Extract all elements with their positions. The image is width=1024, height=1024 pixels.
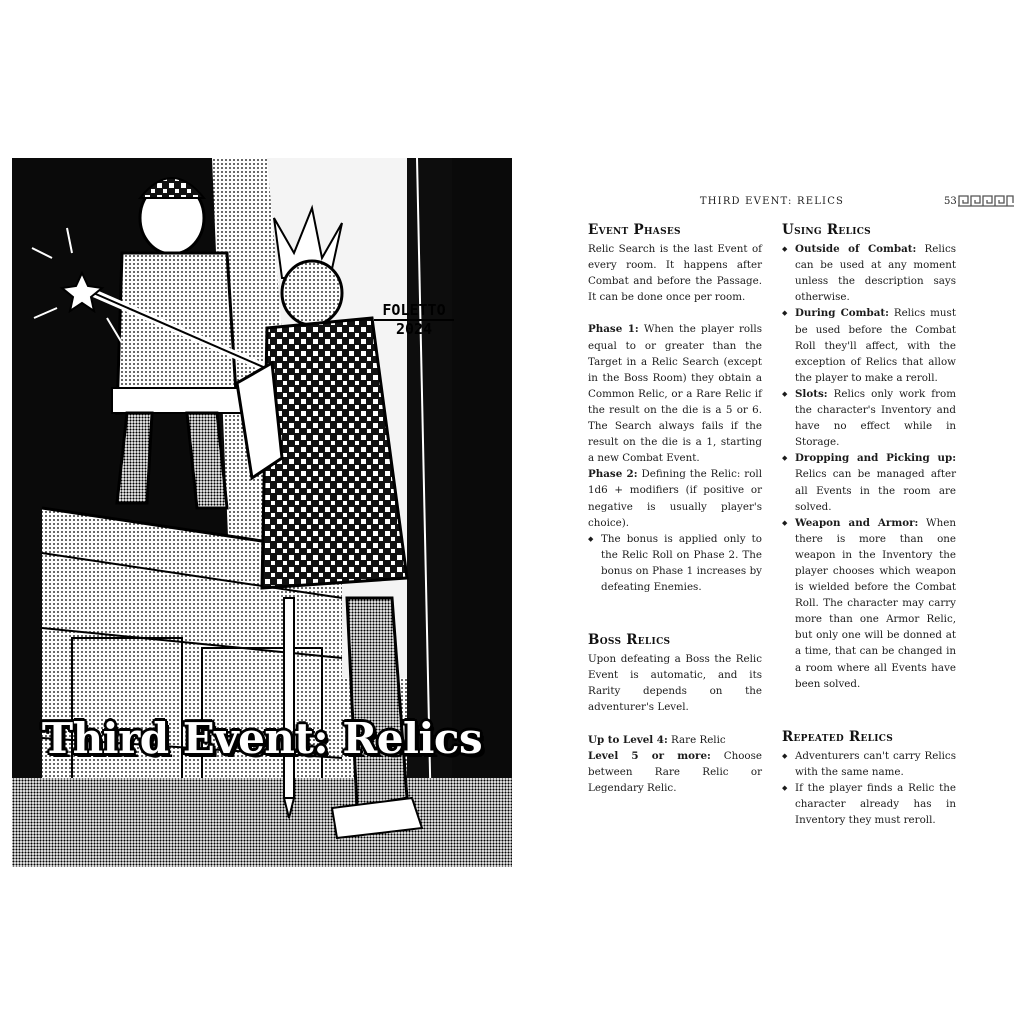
section-title-using-relics: Using Relics xyxy=(782,222,871,238)
boss-relics-intro: Upon defeating a Boss the Relic Event is automatic, and its Rarity depends on the adventurer's Level. xyxy=(588,653,762,714)
phase-2-paragraph xyxy=(588,466,762,530)
phase-notes-list xyxy=(588,531,762,595)
list-item xyxy=(782,450,956,514)
level-4-label: Up to Level 4: xyxy=(588,733,668,746)
phase-1-paragraph xyxy=(588,321,762,466)
section-title-event-phases: Event Phases xyxy=(588,222,681,238)
using-relics-list xyxy=(782,241,956,692)
item-text: Relics can be used at any moment unless the description says otherwise. xyxy=(795,243,957,304)
phase-1-label: Phase 1: xyxy=(588,323,639,336)
list-item xyxy=(782,241,956,305)
chapter-illustration xyxy=(12,158,512,867)
chapter-title: Third Event: Relics xyxy=(41,714,483,763)
signature-year: 2024 xyxy=(395,320,433,338)
list-item xyxy=(782,386,956,450)
boss-level-5-line xyxy=(588,748,762,796)
running-head: THIRD EVENT: RELICS xyxy=(699,196,845,207)
repeated-relics-list xyxy=(782,748,956,828)
signature-name: FOLETTO xyxy=(374,302,454,321)
artist-signature xyxy=(374,302,454,338)
event-phases-intro: Relic Search is the last Event of every room. It happens after Combat and before the Passage. It can be done once per room. xyxy=(588,243,762,304)
item-label: Slots: xyxy=(795,387,828,400)
list-item: ◆ If the player finds a Relic the character already has in Inventory they must reroll. xyxy=(782,780,956,828)
right-column xyxy=(782,222,956,828)
level-4-text: Rare Relic xyxy=(667,733,726,746)
item-label: During Combat: xyxy=(795,307,889,320)
phase-2-label: Phase 2: xyxy=(588,468,638,481)
item-text: When there is more than one weapon in the Inventory the player chooses which weapon is wielded before the Combat Roll. The character may carry more than one Armor Relic, but only one will be donned at a time, that can be changed in a room where all Events have been solved. xyxy=(795,516,956,690)
level-5-text: Choose between Rare Relic or Legendary Relic. xyxy=(588,749,762,794)
phase-2-text: Defining the Relic: roll 1d6 + modifiers (if positive or negative is usually player's choice). xyxy=(588,468,762,529)
item-text: Relics must be used before the Combat Roll they'll affect, with the exception of Relics that allow the player to make a reroll. xyxy=(795,307,956,384)
item-text: Relics can be managed after all Events in the room are solved. xyxy=(795,468,956,513)
section-title-repeated-relics: Repeated Relics xyxy=(782,728,894,745)
item-label: Dropping and Picking up: xyxy=(795,452,956,465)
list-item: ◆ Adventurers can't carry Relics with the same name. xyxy=(782,748,956,780)
boss-level-4-line xyxy=(588,732,762,748)
item-text: Relics only work from the character's Inventory and have no effect while in Storage. xyxy=(795,387,956,449)
item-label: Weapon and Armor: xyxy=(795,516,919,529)
item-label: Outside of Combat: xyxy=(795,243,917,256)
page-number: 53 xyxy=(944,196,957,207)
phase-1-text: When the player rolls equal to or greater than the Target in a Relic Search (except in the Boss Room) they obtain a Common Relic, or a Rare Relic if the result on the die is a 5 or 6. The Search always fails if the result on the die is a 1, starting a new Combat Event. xyxy=(588,323,762,465)
list-item xyxy=(782,515,956,692)
left-column xyxy=(588,222,762,796)
section-title-boss-relics: Boss Relics xyxy=(588,632,671,649)
list-item xyxy=(782,305,956,385)
list-item: ◆ The bonus is applied only to the Relic Roll on Phase 2. The bonus on Phase 1 increases by defeating Enemies. xyxy=(588,531,762,595)
greek-key-ornament-icon xyxy=(958,195,1014,207)
level-5-label: Level 5 or more: xyxy=(588,749,711,762)
